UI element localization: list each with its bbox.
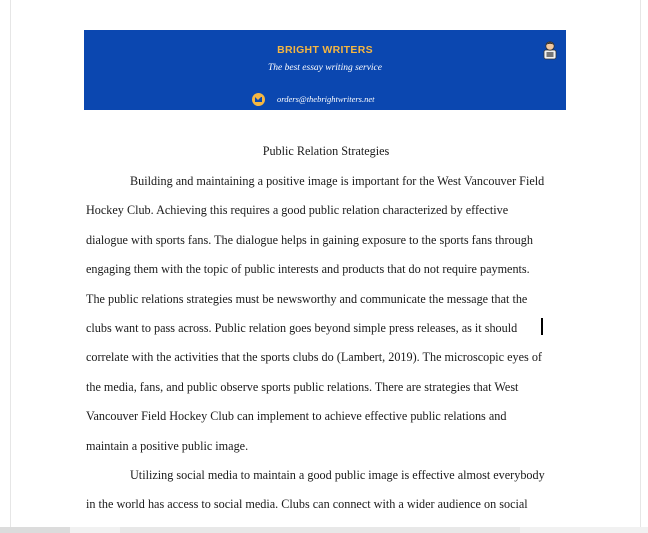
text-line: engaging them with the topic of public interests and products that do not require payments. xyxy=(86,262,530,276)
brand-tagline: The best essay writing service xyxy=(268,63,382,73)
strip-segment xyxy=(120,527,520,533)
text-line: Vancouver Field Hockey Club can implement to achieve effective public relations and xyxy=(86,409,507,423)
brand-name: BRIGHT WRITERS xyxy=(277,44,373,56)
text-line: the media, fans, and public observe sports public relations. There are strategies that West xyxy=(86,380,519,394)
text-line: Utilizing social media to maintain a good public image is effective almost everybody xyxy=(130,468,545,482)
text-cursor xyxy=(541,318,543,335)
page-bottom-strip xyxy=(0,527,648,533)
mail-icon xyxy=(252,93,265,106)
text-line: in the world has access to social media. Clubs can connect with a wider audience on social xyxy=(86,497,528,511)
text-line: The public relations strategies must be newsworthy and communicate the message that the xyxy=(86,292,528,306)
person-avatar-icon xyxy=(541,40,559,60)
contact-email[interactable]: orders@thebrightwriters.net xyxy=(277,94,375,104)
text-line: Building and maintaining a positive image is important for the West Vancouver Field xyxy=(130,174,545,188)
document-title: Public Relation Strategies xyxy=(262,144,390,158)
text-line: dialogue with sports fans. The dialogue helps in gaining exposure to the sports fans through xyxy=(86,233,533,247)
text-line: maintain a positive public image. xyxy=(86,439,249,453)
page-left-edge xyxy=(10,0,11,533)
text-line: clubs want to pass across. Public relation goes beyond simple press releases, as it should xyxy=(86,321,518,335)
strip-segment xyxy=(0,527,70,533)
header-banner xyxy=(84,30,566,110)
text-line: correlate with the activities that the sports clubs do (Lambert, 2019). The microscopic eyes of xyxy=(86,350,542,364)
email-row xyxy=(252,92,374,106)
text-line: Hockey Club. Achieving this requires a good public relation characterized by effective xyxy=(86,203,509,217)
page-right-edge xyxy=(640,0,641,533)
